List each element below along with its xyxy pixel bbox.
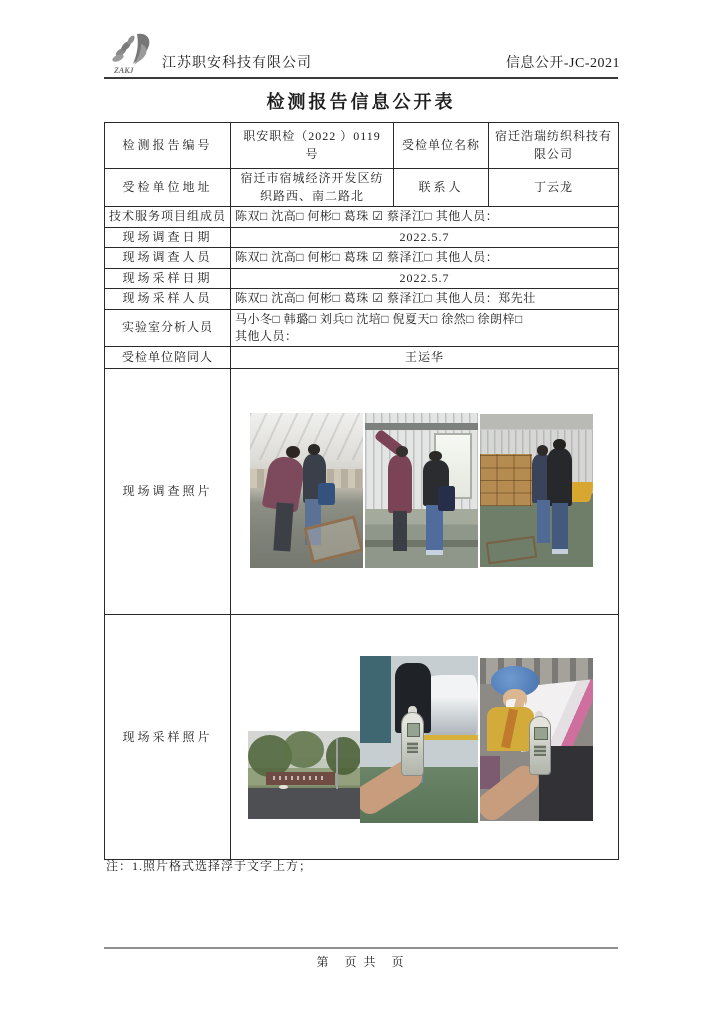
person-legs: [426, 505, 443, 555]
survey-photo-1: [250, 413, 363, 568]
person-legs: [537, 500, 551, 543]
header-rule: [104, 77, 618, 79]
person-figure: [388, 455, 413, 512]
cart-frame: [485, 536, 537, 565]
table-row: [105, 207, 619, 228]
doc-code: 信息公开-JC-2021: [505, 56, 620, 71]
survey-photo-3: [480, 414, 593, 567]
sample-photo-1: [248, 731, 363, 819]
person-head: [286, 446, 300, 458]
factory-ceiling: [250, 413, 363, 460]
footer-rule: [104, 947, 618, 949]
person-head: [537, 445, 548, 456]
survey-photo-2: [365, 413, 478, 568]
sample-photos-cell: [231, 615, 619, 860]
table-row: [105, 309, 619, 347]
lab-staff-value: [231, 309, 619, 347]
meter-screen: [407, 723, 421, 737]
building-signage: [273, 776, 326, 780]
company-logo: [107, 30, 159, 78]
info-table: [104, 122, 619, 860]
person-figure: [547, 448, 572, 506]
escort-label: 受检单位陪同人: [105, 347, 231, 369]
table-row: [105, 123, 619, 169]
unit-addr-label: 受检单位地址: [105, 169, 231, 207]
logo-graphic: [107, 30, 159, 78]
table-row: [105, 347, 619, 369]
contact-label: 联系人: [394, 169, 489, 207]
table-row: [105, 248, 619, 268]
page-number: 第 页 共 页: [316, 955, 406, 969]
meter-buttons: [407, 742, 419, 754]
tree: [283, 731, 324, 768]
sample-photos-label: 现场采样照片: [105, 615, 231, 860]
report-no-label: 检测报告编号: [105, 123, 231, 169]
sample-date-label: 现场采样日期: [105, 268, 231, 288]
sample-staff-value: 陈双□ 沈高□ 何彬□ 葛珠 ☑ 蔡泽江□ 其他人员：郑先壮: [231, 289, 619, 309]
bag: [318, 483, 335, 505]
escort-value: 王运华: [231, 347, 619, 369]
person-legs: [273, 503, 293, 552]
table-row: [105, 615, 619, 860]
report-no-value: 职安职检（2022 ）0119 号: [231, 123, 394, 169]
survey-staff-value: 陈双□ 沈高□ 何彬□ 葛珠 ☑ 蔡泽江□ 其他人员：: [231, 248, 619, 268]
sample-photo-2: [360, 656, 478, 823]
utility-pole: [336, 738, 338, 789]
lab-staff-line1: 马小冬□ 韩璐□ 刘兵□ 沈培□ 倪夏天□ 徐然□ 徐朗梓□: [235, 311, 523, 326]
table-row: [105, 169, 619, 207]
sample-staff-label: 现场采样人员: [105, 289, 231, 309]
person-head: [553, 439, 565, 450]
unit-name-value: 宿迁浩瑞纺织科技有限公司: [489, 123, 619, 169]
person-head: [396, 446, 408, 457]
person-legs: [552, 503, 568, 554]
survey-photos-cell: [231, 369, 619, 615]
logo-text: ZAKJ: [114, 66, 134, 75]
team-label: 技术服务项目组成员: [105, 207, 231, 228]
unit-name-label: 受检单位名称: [394, 123, 489, 169]
survey-date-value: 2022.5.7: [231, 228, 619, 248]
team-value: 陈双□ 沈高□ 何彬□ 葛珠 ☑ 蔡泽江□ 其他人员：: [231, 207, 619, 228]
cardboard-boxes: [480, 454, 532, 506]
floor-edge: [365, 540, 478, 546]
footnote: 注：1.照片格式选择浮于文字上方；: [106, 859, 313, 873]
unit-addr-value: 宿迁市宿城经济开发区纺织路西、南二路北: [231, 169, 394, 207]
lab-staff-label: 实验室分析人员: [105, 309, 231, 347]
table-row: [105, 289, 619, 309]
small-animal: [279, 785, 288, 789]
sample-photo-3: [480, 658, 593, 821]
survey-staff-label: 现场调查人员: [105, 248, 231, 268]
table-row: [105, 369, 619, 615]
meter-buttons: [534, 745, 545, 756]
meter-screen: [534, 727, 547, 740]
contact-value: 丁云龙: [489, 169, 619, 207]
table-row: [105, 228, 619, 248]
tree: [326, 737, 361, 776]
bag: [438, 486, 455, 511]
page-title: 检测报告信息公开表: [266, 92, 456, 112]
sample-date-value: 2022.5.7: [231, 268, 619, 288]
teal-machine: [360, 656, 391, 743]
person-legs: [393, 511, 407, 551]
person-head: [429, 451, 441, 462]
survey-date-label: 现场调查日期: [105, 228, 231, 248]
lab-staff-line2: 其他人员：: [235, 328, 298, 343]
survey-photos-label: 现场调查照片: [105, 369, 231, 615]
company-name: 江苏职安科技有限公司: [162, 56, 312, 71]
table-row: [105, 268, 619, 288]
